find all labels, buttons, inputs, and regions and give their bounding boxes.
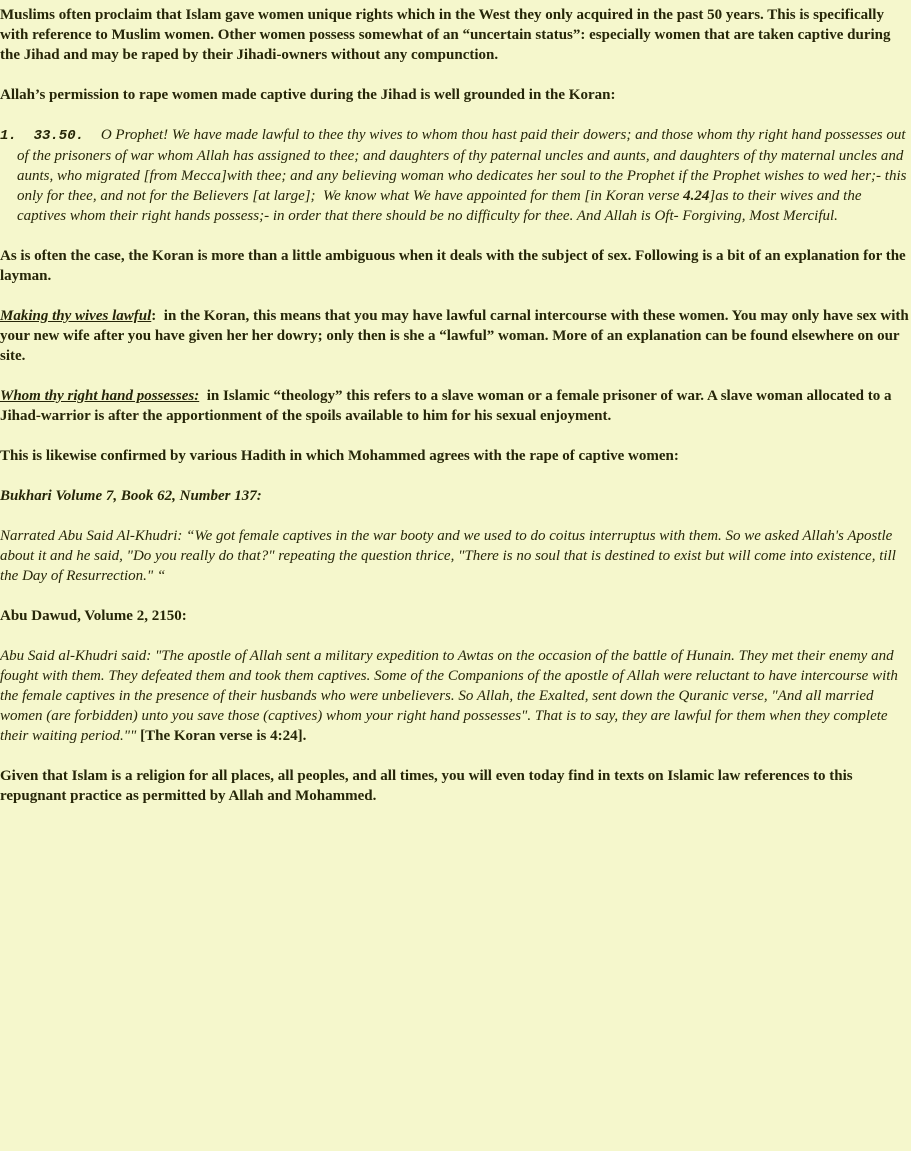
text-run: Allah’s permission to rape women made captive during the Jihad is well grounded in the Koran: xyxy=(0,87,616,103)
quote-text: Abu Said al-Khudri said: "The apostle of Allah sent a military expedition to Awtas on the occasion of the battle of Hunain. They met their enemy and fought with them. They defeated them and took them captives. Some of the Companions of the apostle of Allah were reluctant to have intercourse with the female captives in the presence of their husbands who were unbelievers. So Allah, the Exalted, sent down the Quranic verse, "And all married women (are forbidden) unto you save those (captives) whom your right hand possesses". That is to say, they are lawful for them when they complete their waiting period."" xyxy=(0,648,898,744)
lead-in-phrase: Making thy wives lawful xyxy=(0,308,152,324)
paragraph-conclusion xyxy=(0,766,911,806)
text-run: in Islamic “theology” this refers to a slave woman or a female prisoner of war. A slave woman allocated to a Jihad-warrior is after the apportionment of the spoils available to him for his sexual enjoyment. xyxy=(0,388,892,424)
citation-heading: Bukhari Volume 7, Book 62, Number 137: xyxy=(0,488,262,504)
paragraph-intro xyxy=(0,5,911,65)
paragraph-permission xyxy=(0,85,911,105)
text-run: O Prophet! We have made lawful to thee thy wives to whom thou hast paid their dowers; and those whom thy right hand possesses out of the prisoners of war whom Allah has assigned to thee; and daughters of thy paternal uncles and aunts, and daughters of thy maternal uncles and aunts, who migrated [from Mecca]with thee; and any believing woman who dedicates her soul to the Prophet if the Prophet wishes to wed her;- this only for thee, and not for the Believers [at large]; We know what We have appointed for them [in Koran verse xyxy=(17,127,907,204)
quote-bukhari xyxy=(0,526,911,586)
text-run: As is often the case, the Koran is more than a little ambiguous when it deals with the subject of sex. Following is a bit of an explanation for the layman. xyxy=(0,248,906,284)
heading-bukhari xyxy=(0,486,911,506)
lead-in-phrase: Whom thy right hand possesses: xyxy=(0,388,200,404)
paragraph-likewise-confirmed xyxy=(0,446,911,466)
quote-abu-dawud xyxy=(0,646,911,746)
paragraph-right-hand-possesses xyxy=(0,386,911,426)
text-run: ]as to their wives and the captives whom their right hands possess;- in order that there should be no difficulty for thee. And Allah is Oft- Forgiving, Most Merciful. xyxy=(17,188,862,224)
text-run: Given that Islam is a religion for all places, all peoples, and all times, you will even today find in texts on Islamic law references to this repugnant practice as permitted by Allah and Mohammed. xyxy=(0,768,853,804)
list-number: 1. 33.50. xyxy=(0,128,101,144)
text-run: Muslims often proclaim that Islam gave women unique rights which in the West they only acquired in the past 50 years. This is specifically with reference to Muslim women. Other women possess somewhat of an “uncertain status”: especially women that are taken captive during the Jihad and may be raped by their Jihadi-owners without any compunction. xyxy=(0,7,891,63)
heading-abu-dawud xyxy=(0,606,911,626)
verse-reference: 4.24 xyxy=(683,188,710,204)
quote-text: Narrated Abu Said Al-Khudri: “We got female captives in the war booty and we used to do coitus interruptus with them. So we asked Allah's Apostle about it and he said, "Do you really do that?" repeating the question thrice, "There is no soul that is destined to exist but will come into existence, till the Day of Resurrection." “ xyxy=(0,528,896,584)
citation-heading: Abu Dawud, Volume 2, 2150: xyxy=(0,608,187,624)
list-item-koran-33-50 xyxy=(0,125,911,226)
verse-reference: [The Koran verse is 4:24]. xyxy=(140,728,307,744)
text-run: : in the Koran, this means that you may have lawful carnal intercourse with these women. You may only have sex with your new wife after you have given her her dowry; only then is she a “lawful” woman. More of an explanation can be found elsewhere on our site. xyxy=(0,308,909,364)
text-run: This is likewise confirmed by various Hadith in which Mohammed agrees with the rape of captive women: xyxy=(0,448,679,464)
paragraph-making-wives-lawful xyxy=(0,306,911,366)
paragraph-ambiguous xyxy=(0,246,911,286)
